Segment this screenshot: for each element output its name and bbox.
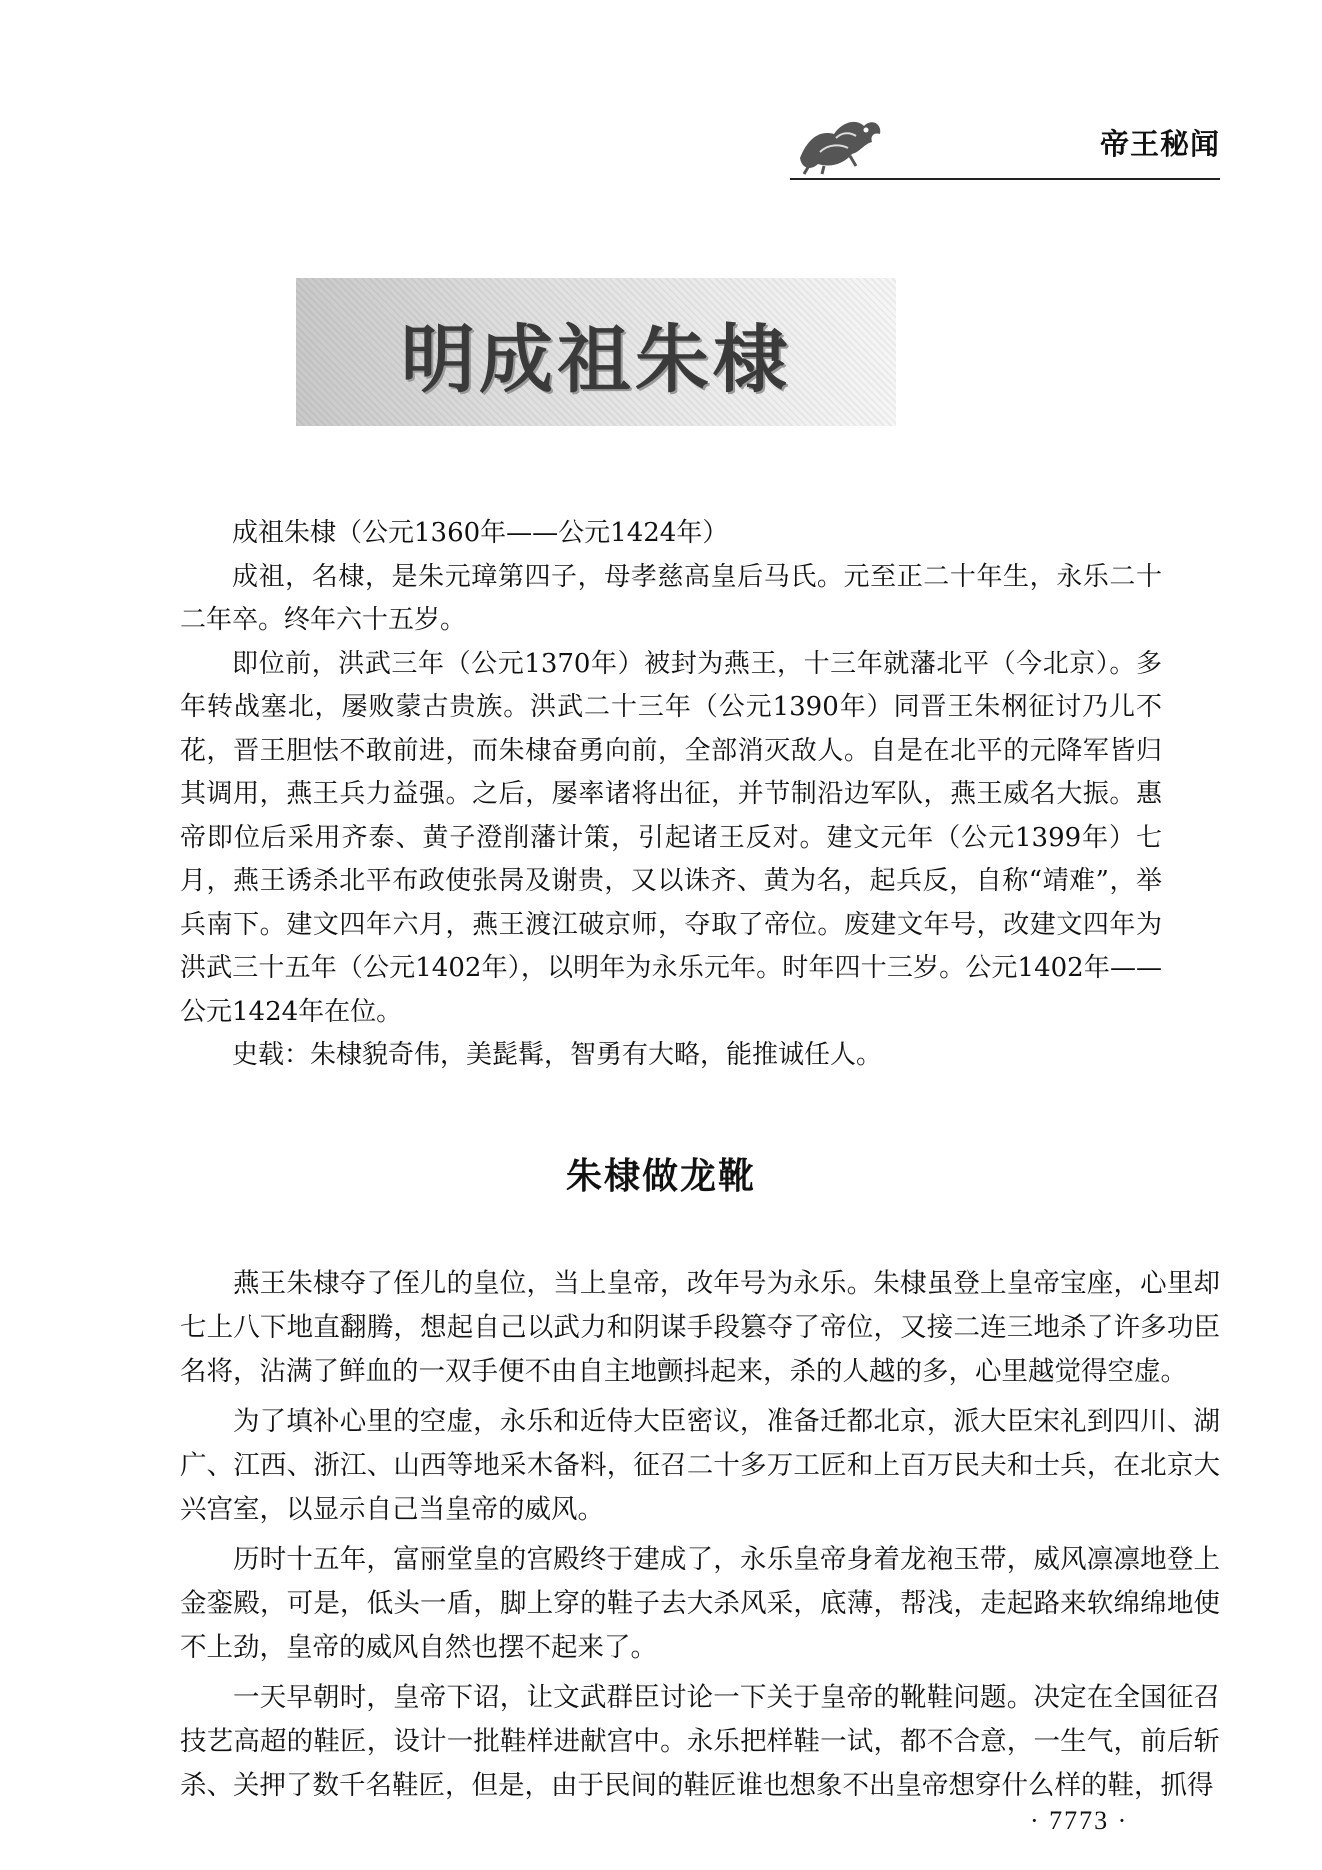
story-paragraph: 为了填补心里的空虚，永乐和近侍大臣密议，准备迁都北京，派大臣宋礼到四川、湖广、江西、浙江、山西等地采木备料，征召二十多万工匠和上百万民夫和士兵，在北京大兴宫室，以显示自己当皇帝的威风。	[180, 1406, 1220, 1525]
intro-paragraph: 成祖朱棣（公元1360年——公元1424年）	[232, 518, 729, 548]
intro-paragraph: 史载：朱棣貌奇伟，美髭髯，智勇有大略，能推诚任人。	[232, 1040, 883, 1070]
story-block	[180, 1262, 1220, 1814]
header-title: 帝王秘闻	[1099, 127, 1220, 161]
running-header	[790, 100, 1220, 180]
chapter-title: 明成祖朱棣	[401, 317, 791, 403]
chapter-title-banner	[296, 278, 896, 426]
story-paragraph: 一天早朝时，皇帝下诏，让文武群臣讨论一下关于皇帝的靴鞋问题。决定在全国征召技艺高超的鞋匠，设计一批鞋样进献宫中。永乐把样鞋一试，都不合意，一生气，前后斩杀、关押了数千名鞋匠，但是，由于民间的鞋匠谁也想象不出皇帝想穿什么样的鞋，抓得	[180, 1682, 1220, 1801]
intro-paragraph: 即位前，洪武三年（公元1370年）被封为燕王，十三年就藩北平（今北京）。多年转战塞北，屡败蒙古贵族。洪武二十三年（公元1390年）同晋王朱㭎征讨乃儿不花，晋王胆怯不敢前进，而朱棣奋勇向前，全部消灭敌人。自是在北平的元降军皆归其调用，燕王兵力益强。之后，屡率诸将出征，并节制沿边军队，燕王威名大振。惠帝即位后采用齐泰、黄子澄削藩计策，引起诸王反对。建文元年（公元1399年）七月，燕王诱杀北平布政使张昺及谢贵，又以诛齐、黄为名，起兵反，自称“靖难”，举兵南下。建文四年六月，燕王渡江破京师，夺取了帝位。废建文年号，改建文四年为洪武三十五年（公元1402年），以明年为永乐元年。时年四十三岁。公元1402年——公元1424年在位。	[180, 648, 1162, 1027]
section-heading: 朱棣做龙靴	[565, 1156, 756, 1197]
story-paragraph: 燕王朱棣夺了侄儿的皇位，当上皇帝，改年号为永乐。朱棣虽登上皇帝宝座，心里却七上八下地直翻腾，想起自己以武力和阴谋手段篡夺了帝位，又接二连三地杀了许多功臣名将，沾满了鲜血的一双手便不由自主地颤抖起来，杀的人越的多，心里越觉得空虚。	[180, 1268, 1220, 1387]
dragon-emblem-icon	[790, 108, 890, 176]
intro-paragraph: 成祖，名棣，是朱元璋第四子，母孝慈高皇后马氏。元至正二十年生，永乐二十二年卒。终年六十五岁。	[180, 561, 1162, 635]
intro-block	[180, 512, 1162, 1078]
header-rule	[790, 178, 1220, 180]
page-number: · 7773 ·	[1030, 1806, 1129, 1835]
story-paragraph: 历时十五年，富丽堂皇的宫殿终于建成了，永乐皇帝身着龙袍玉带，威风凛凛地登上金銮殿，可是，低头一盾，脚上穿的鞋子去大杀风采，底薄，帮浅，走起路来软绵绵地使不上劲，皇帝的威风自然也摆不起来了。	[180, 1544, 1220, 1663]
